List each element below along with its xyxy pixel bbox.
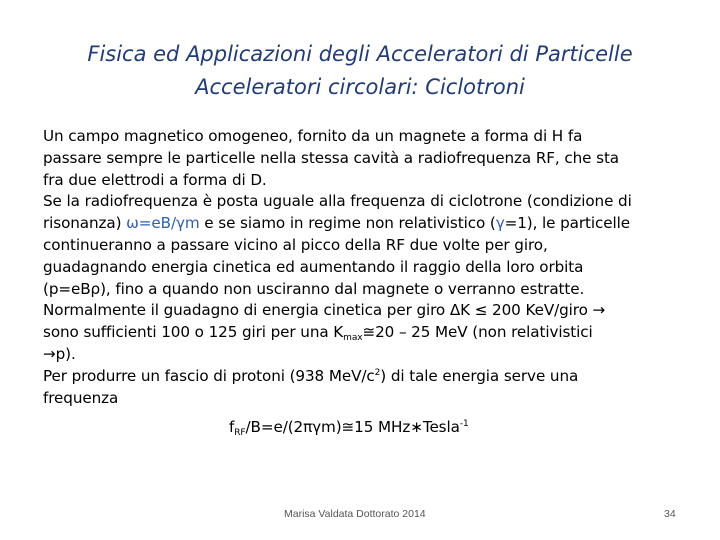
slide-body — [43, 126, 693, 439]
text-fragment: Per produrre un fascio di protoni (938 MeV/c — [43, 366, 375, 385]
body-line: →p). — [43, 344, 76, 363]
title-line-1: Fisica ed Applicazioni degli Acceleratori di Particelle — [87, 42, 633, 66]
title-line-2: Acceleratori circolari: Ciclotroni — [195, 75, 525, 99]
superscript-2: 2 — [374, 367, 381, 378]
body-line: passare sempre le particelle nella stessa cavità a radiofrequenza RF, che sta — [43, 148, 620, 167]
slide-title — [0, 38, 720, 104]
body-line-kmax — [43, 322, 693, 344]
superscript-minus-1: -1 — [459, 419, 469, 430]
omega-formula: ω=eB/γm — [126, 214, 200, 233]
body-line: (p=eBρ), fino a quando non usciranno dal magnete o verranno estratte. — [43, 279, 585, 298]
text-fragment: sono sufficienti 100 o 125 giri per una K — [43, 323, 344, 342]
body-line: continueranno a passare vicino al picco della RF due volte per giro, — [43, 235, 548, 254]
text-fragment: ) di tale energia serve una — [380, 366, 579, 385]
subscript-rf: RF — [234, 428, 246, 439]
text-fragment: ≅20 – 25 MeV (non relativistici — [362, 323, 593, 342]
body-line-resonance — [43, 213, 693, 235]
frequency-formula — [43, 417, 693, 439]
text-fragment: risonanza) — [43, 214, 127, 233]
text-fragment: e se siamo in regime non relativistico ( — [199, 214, 496, 233]
gamma-symbol: γ — [495, 214, 505, 233]
footer-text: Marisa Valdata Dottorato 2014 — [284, 508, 426, 520]
body-line: guadagnando energia cinetica ed aumentando il raggio della loro orbita — [43, 257, 584, 276]
subscript-max: max — [343, 333, 363, 344]
body-line-protons — [43, 366, 693, 388]
body-line: Se la radiofrequenza è posta uguale alla frequenza di ciclotrone (condizione di — [43, 192, 632, 211]
body-line: fra due elettrodi a forma di D. — [43, 170, 267, 189]
page-number: 34 — [664, 508, 676, 520]
text-fragment: f — [229, 418, 235, 437]
text-fragment: /B=e/(2πγm)≅15 MHz∗Tesla — [245, 418, 460, 437]
body-line: Un campo magnetico omogeneo, fornito da un magnete a forma di H fa — [43, 127, 583, 145]
text-fragment: =1), le particelle — [504, 214, 630, 233]
body-line: Normalmente il guadagno di energia cinetica per giro ΔK ≤ 200 KeV/giro → — [43, 301, 606, 320]
body-line: frequenza — [43, 388, 119, 407]
